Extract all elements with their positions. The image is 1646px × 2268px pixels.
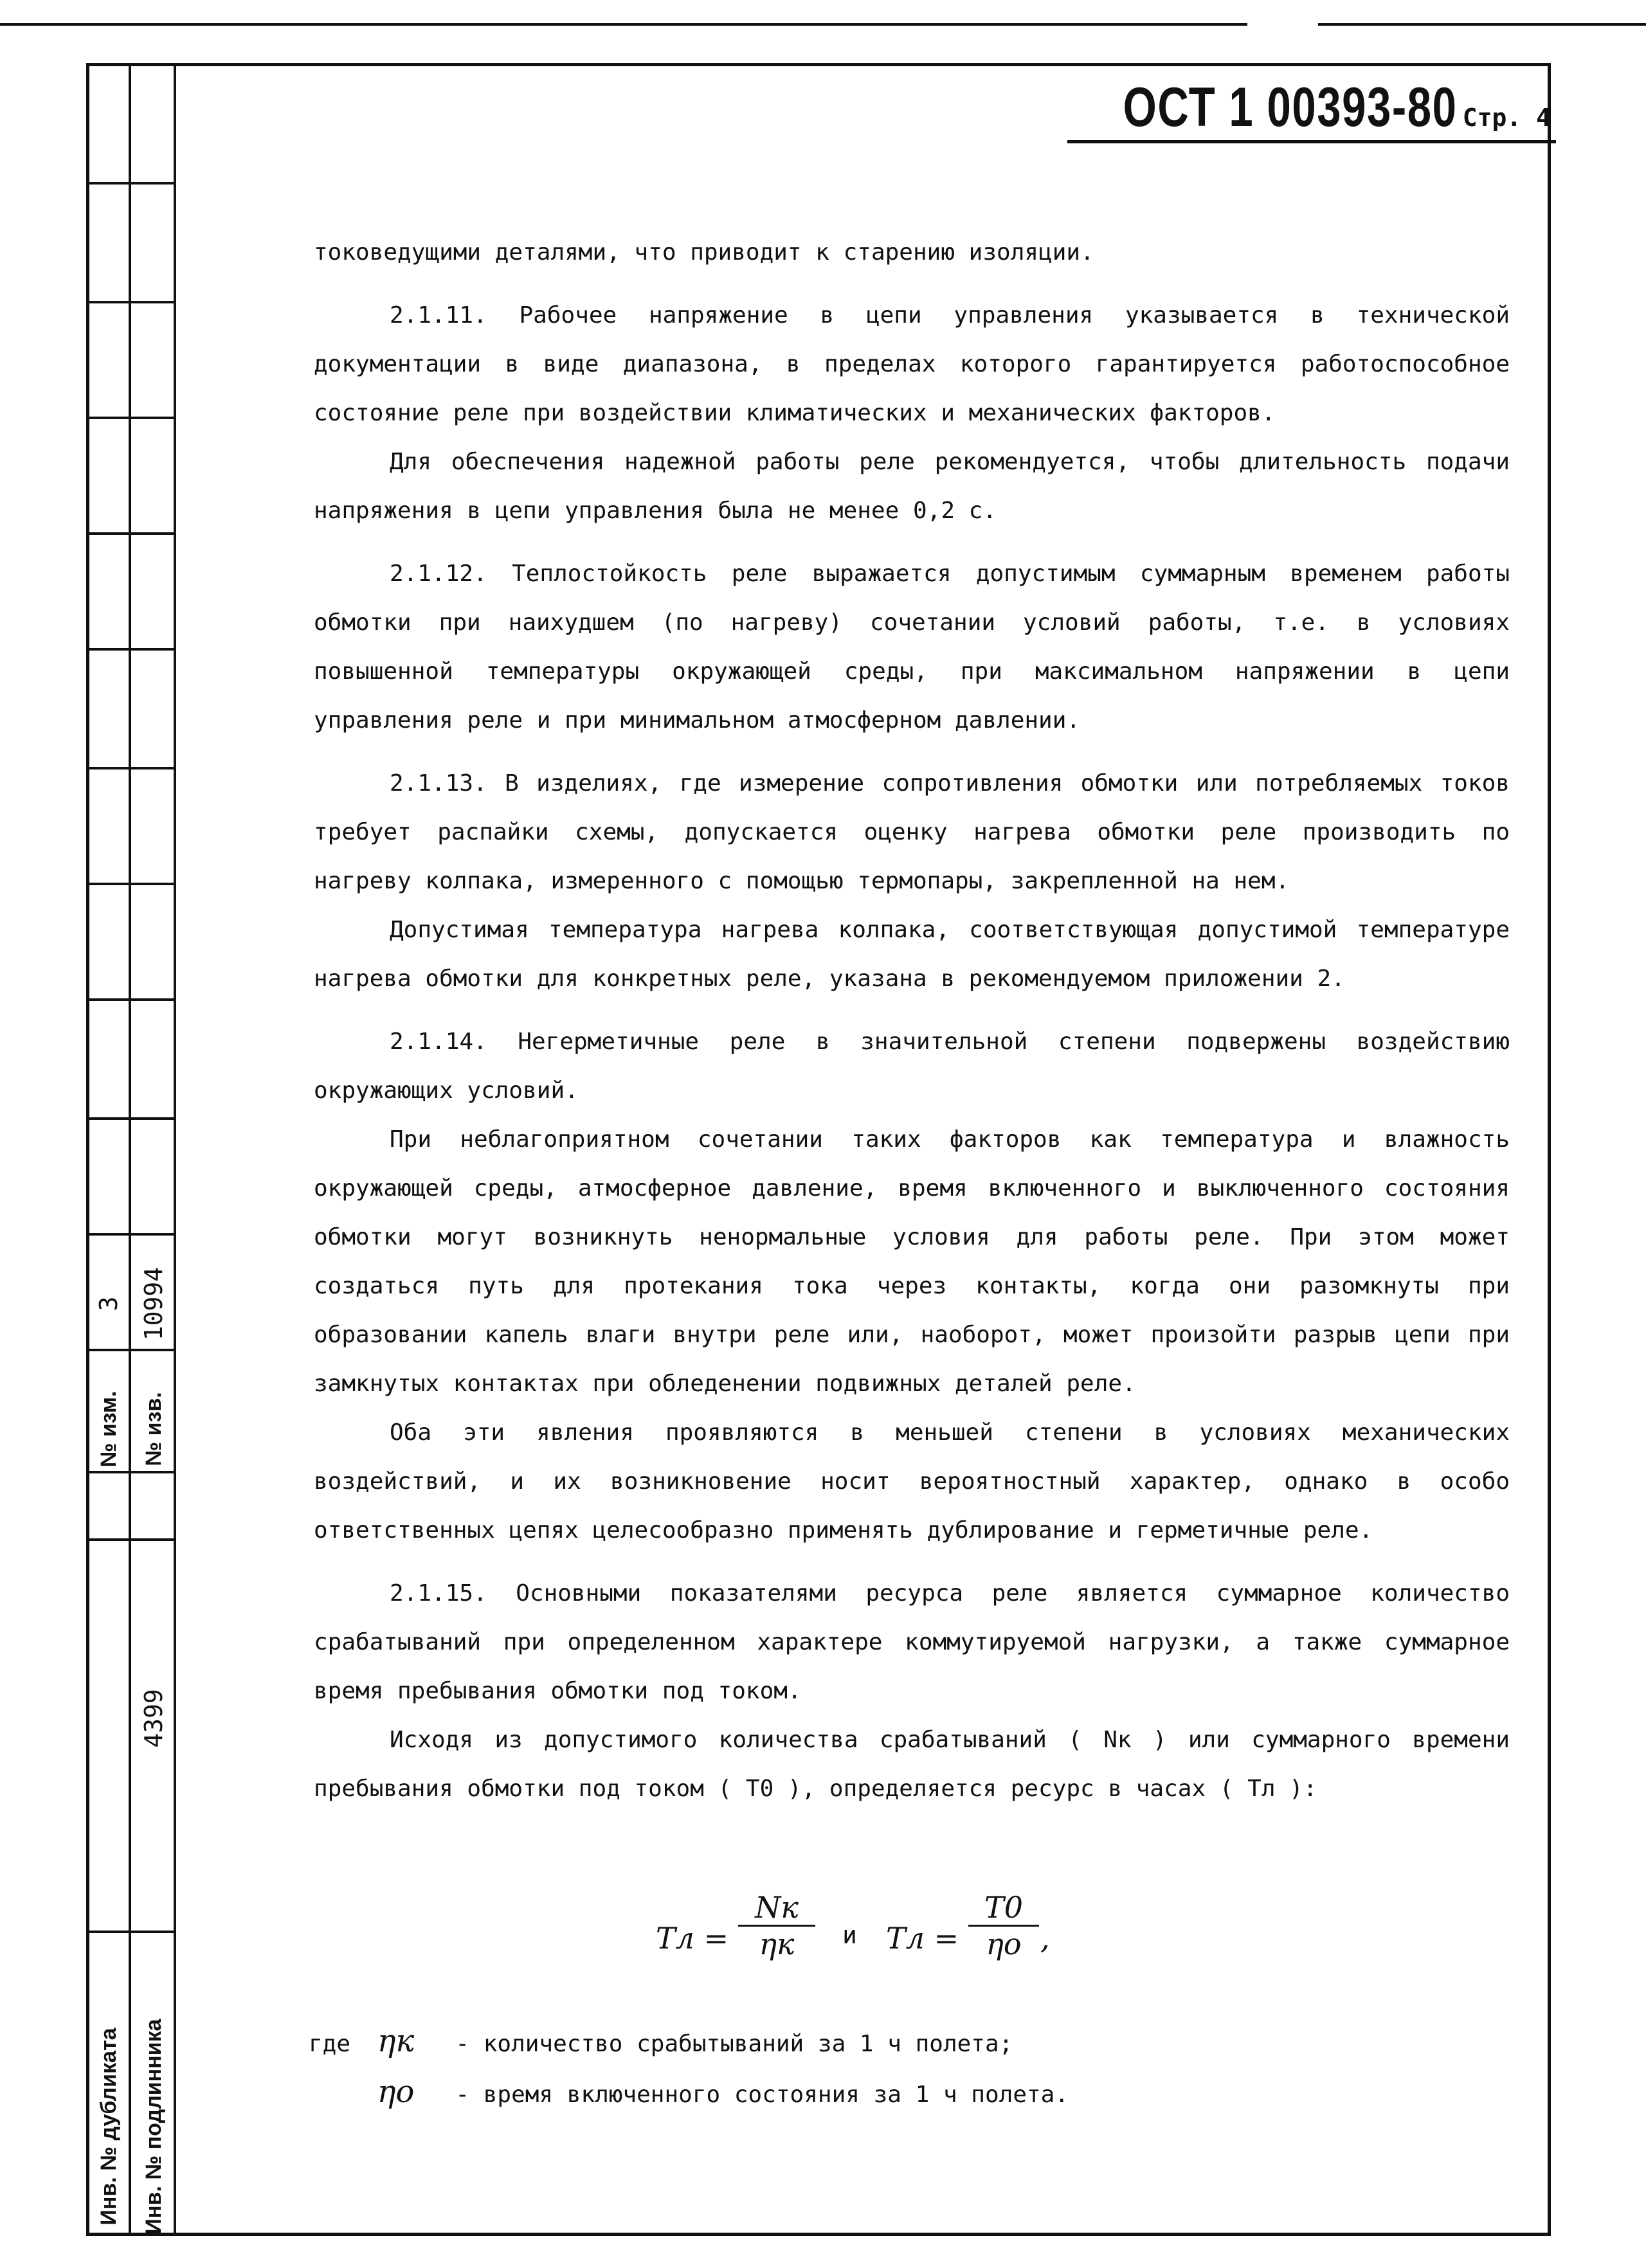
paragraph: Исходя из допустимого количества срабатываний ( Nк ) или суммарного времени пребывания обмотки под током ( T0 ), определяется ресурс в часах ( Tл ): — [314, 1727, 1510, 1802]
formula-lhs-2: Tл = — [886, 1921, 959, 1956]
header-underline — [1067, 140, 1556, 143]
inv-podlinnika-value: 4399 — [140, 1689, 168, 1748]
inv-podlinnika-label: Инв. № подлинника — [141, 2019, 166, 2235]
stamp-sidebar — [86, 63, 176, 2236]
paragraph: 2.1.12. Теплостойкость реле выражается допустимым суммарным временем работы обмотки при наихудшем (по нагреву) сочетании условий работы, т.е. в условиях повышенной температуры окружающей среды, при максимальном напряжении в цепи управления реле и при минимальном атмосферном давлении. — [314, 561, 1510, 734]
izm-value: 3 — [95, 1296, 123, 1311]
paragraph: 2.1.15. Основными показателями ресурса реле является суммарное количество срабатываний при определенном характере коммутируемой нагрузки, а также суммарное время пребывания обмотки под током. — [314, 1580, 1510, 1704]
page-number: Стр. 4 — [1462, 104, 1551, 132]
fraction-2 — [968, 1890, 1039, 1961]
sidebar-tick — [86, 998, 176, 1001]
sidebar-tick — [86, 648, 176, 651]
paragraph: 2.1.14. Негерметичные реле в значительной степени подвержены воздействию окружающих условий. — [314, 1029, 1510, 1104]
paragraph: Для обеспечения надежной работы реле рекомендуется, чтобы длительность подачи напряжения в цепи управления была не менее 0,2 с. — [314, 449, 1510, 524]
fraction-1-denominator: ηк — [759, 1927, 795, 1961]
resource-formula — [656, 1890, 1054, 2012]
sidebar-col-2 — [131, 63, 176, 2236]
eta-o-definition: - время включенного состояния за 1 ч полета. — [455, 2082, 1069, 2108]
sidebar-tick — [86, 417, 176, 419]
paragraph: Оба эти явления проявляются в меньшей степени в условиях механических воздействий, и их возникновение носит вероятностный характер, однако в особо ответственных цепях целесообразно применять дублирование и герметичные реле. — [314, 1419, 1510, 1544]
paragraph: 2.1.11. Рабочее напряжение в цепи управления указывается в технической документации в виде диапазона, в пределах которого гарантируется работоспособное состояние реле при воздействии климатических и механических факторов. — [314, 302, 1510, 426]
document-body — [314, 228, 1510, 1814]
sidebar-tick — [86, 532, 176, 535]
izv-label: № изв. — [141, 1392, 166, 1466]
sidebar-tick — [86, 182, 176, 184]
document-header — [1029, 76, 1551, 140]
fraction-1 — [738, 1890, 815, 1961]
formula-lhs-1: Tл = — [656, 1921, 729, 1956]
sidebar-tick — [86, 1538, 176, 1541]
document-code: ОСТ 1 00393-80 — [1123, 76, 1458, 138]
izm-label: № изм. — [96, 1390, 121, 1468]
fraction-2-numerator: T0 — [968, 1890, 1039, 1927]
formula-trailing-comma: , — [1040, 1921, 1050, 1956]
where-word: где — [309, 2031, 351, 2057]
top-rule-left — [0, 23, 1247, 26]
eta-o-symbol: ηо — [377, 2074, 415, 2110]
symbol-definitions — [309, 2017, 1069, 2119]
sidebar-tick — [86, 883, 176, 885]
paragraph: 2.1.13. В изделиях, где измерение сопротивления обмотки или потребляемых токов требует распайки схемы, допускается оценку нагрева обмотки реле производить по нагреву колпака, измеренного с помощью термопары, закрепленной на нем. — [314, 770, 1510, 894]
eta-k-definition: - количество срабытываний за 1 ч полета; — [455, 2031, 1013, 2057]
top-rule-right — [1318, 23, 1646, 26]
fraction-1-numerator: Nк — [738, 1890, 815, 1927]
sidebar-tick — [86, 1931, 176, 1933]
sidebar-tick — [86, 301, 176, 303]
sidebar-tick — [86, 1233, 176, 1236]
formula-conjunction: и — [842, 1921, 857, 1949]
sidebar-tick — [86, 1117, 176, 1120]
inv-dublikata-label: Инв. № дубликата — [96, 2028, 121, 2226]
paragraph: токоведущими деталями, что приводит к старению изоляции. — [314, 239, 1094, 266]
sidebar-col-1 — [86, 63, 131, 2236]
definition-row — [309, 2068, 1069, 2119]
definition-row — [309, 2017, 1069, 2068]
paragraph: При неблагоприятном сочетании таких факторов как температура и влажность окружающей среды, атмосферное давление, время включенного и выключенного состояния обмотки могут возникнуть ненормальные условия для работы реле. При этом может создаться путь для протекания тока через контакты, когда они разомкнуты при образовании капель влаги внутри реле или, наоборот, может произойти разрыв цепи при замкнутых контактах при обледенении подвижных деталей реле. — [314, 1126, 1510, 1397]
fraction-2-denominator: ηо — [986, 1927, 1022, 1961]
sidebar-tick — [86, 767, 176, 770]
eta-k-symbol: ηк — [377, 2023, 415, 2059]
izv-value: 10994 — [140, 1266, 168, 1341]
paragraph: Допустимая температура нагрева колпака, соответствующая допустимой температуре нагрева обмотки для конкретных реле, указана в рекомендуемом приложении 2. — [314, 917, 1510, 992]
